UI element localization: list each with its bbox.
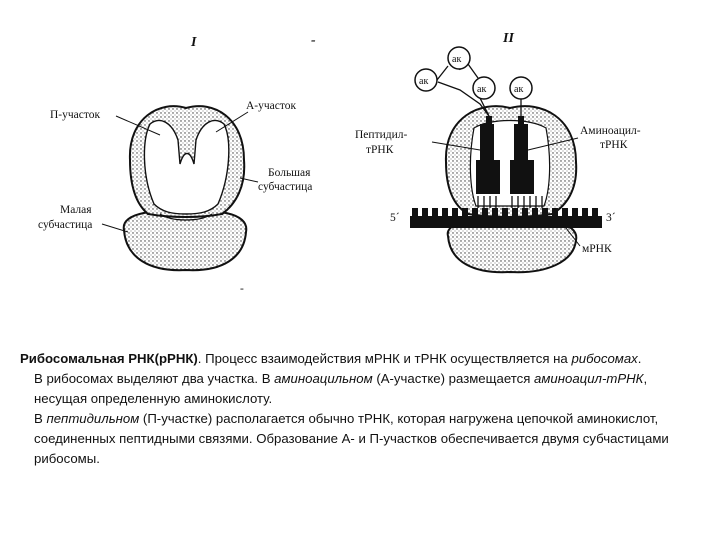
aa-label-2: ак <box>419 76 429 87</box>
peptidyl-trna-label-line1: Пептидил- <box>355 129 408 141</box>
peptidyl-trna-label-line2: тРНК <box>366 144 394 156</box>
panel-i-numeral: I <box>191 35 197 50</box>
svg-text:-: - <box>240 283 244 295</box>
caption-paragraph-1: Рибосомальная РНК(рРНК). Процесс взаимодействия мРНК и тРНК осуществляется на рибосомах. <box>20 351 642 366</box>
small-subunit-label-line1: Малая <box>60 204 92 216</box>
ribosome-panel-i <box>124 106 247 270</box>
five-prime-label: 5´ <box>390 212 400 224</box>
aa-label-3: ак <box>477 84 487 95</box>
aa-label-1: ак <box>452 54 462 65</box>
aa-label-4: ак <box>514 84 524 95</box>
small-subunit-label-line2: субчастица <box>38 219 93 231</box>
caption-title: Рибосомальная РНК(рРНК) <box>20 351 198 366</box>
ribosome-panel-ii <box>410 47 602 272</box>
aminoacyl-trna-label-line2: тРНК <box>600 139 628 151</box>
a-site-label: А-участок <box>246 100 297 112</box>
large-subunit-label-line2: субчастица <box>258 181 313 193</box>
mrna-label: мРНК <box>582 243 612 255</box>
caption-paragraph-3: В пептидильном (П-участке) располагается обычно тРНК, которая нагружена цепочкой аминокислот, соединенных пептидными связями. Образование А- и П-участков обеспечивается двумя субчастицами рибосомы. <box>34 411 669 466</box>
three-prime-label: 3´ <box>606 212 616 224</box>
caption-paragraph-2: В рибосомах выделяют два участка. В аминоацильном (А-участке) размещается аминоацил-тРНК, несущая определенную аминокислоту. <box>34 371 648 406</box>
svg-text:-: - <box>311 33 316 48</box>
aminoacyl-trna-label-line1: Аминоацил- <box>580 125 641 137</box>
p-site-label: П-участок <box>50 109 101 121</box>
panel-ii-numeral: II <box>503 31 514 46</box>
caption-text <box>20 349 700 469</box>
mrna-strand <box>410 216 602 228</box>
large-subunit-label-line1: Большая <box>268 167 311 179</box>
